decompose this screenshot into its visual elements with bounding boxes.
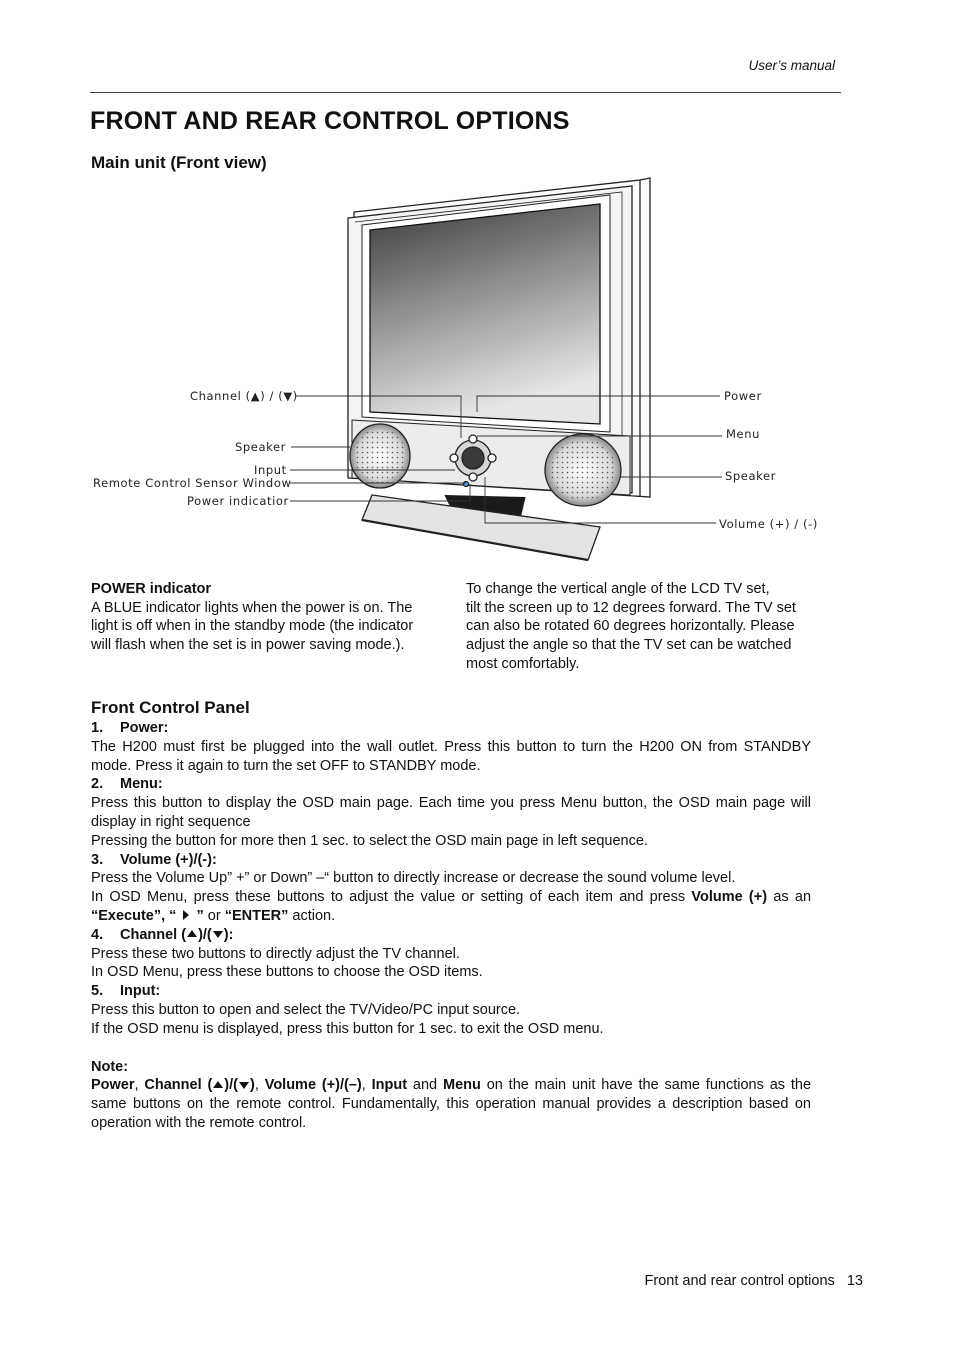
power-indicator-text: A BLUE indicator lights when the power is on. The light is off when in the standby mode (the indicator will flash when the set is in power saving mode.). (91, 599, 414, 654)
item-menu-label: 2. Menu: (91, 776, 163, 793)
callout-remote-sensor: Remote Control Sensor Window (93, 476, 292, 490)
power-indicator-section (91, 580, 436, 655)
item-channel-text-2: In OSD Menu, press these buttons to choose the OSD items. (91, 964, 483, 981)
page-footer (645, 1273, 863, 1289)
angle-note-line1: To change the vertical angle of the LCD TV set, (466, 581, 770, 597)
note-heading: Note: (91, 1058, 129, 1075)
callout-power-indicator: Power indicatior (187, 494, 289, 508)
up-arrow-icon (213, 1081, 223, 1088)
section-subtitle: Main unit (Front view) (91, 153, 267, 172)
item-menu-text-2: Pressing the button for more then 1 sec. to select the OSD main page in left sequence. (91, 832, 648, 849)
item-input-text-1: Press this button to open and select the TV/Video/PC input source. (91, 1001, 521, 1018)
item-power-label: 1. Power: (91, 720, 169, 736)
front-control-panel-heading: Front Control Panel (91, 698, 250, 717)
angle-note-section (466, 580, 818, 674)
down-arrow-icon (239, 1082, 249, 1089)
page-title: FRONT AND REAR CONTROL OPTIONS (90, 107, 570, 135)
item-channel-label: 4. Channel ( )/( ): (91, 926, 234, 943)
power-indicator-heading: POWER indicator (91, 581, 212, 597)
callout-power: Power (724, 389, 762, 403)
callout-speaker-right: Speaker (725, 469, 776, 483)
item-input-text-2: If the OSD menu is displayed, press this button for 1 sec. to exit the OSD menu. (91, 1020, 604, 1037)
item-menu-text-1: Press this button to display the OSD main page. Each time you press Menu button, the OSD main page will display in right sequence (91, 795, 811, 830)
item-volume-text-1: Press the Volume Up” +” or Down” –“ button to directly increase or decrease the sound volume level. (91, 870, 736, 887)
right-arrow-icon (183, 910, 189, 920)
up-arrow-icon (187, 930, 197, 937)
footer-section-title: Front and rear control options (644, 1273, 835, 1289)
callout-input: Input (254, 463, 287, 477)
page-number: 13 (846, 1273, 863, 1289)
tv-front-view-illustration (0, 0, 954, 600)
front-control-panel (91, 697, 811, 1133)
callout-speaker-left: Speaker (235, 440, 286, 454)
note-text: Power, Channel ( )/( ), Volume (+)/(–), Input and Menu on the main unit have the same functions as the same buttons on the remote control. Fundamentally, this operation manual provides a description based on operation with the remote control. (91, 1077, 812, 1131)
callout-channel: Channel (▲) / (▼) (190, 389, 298, 403)
item-volume-label: 3. Volume (+)/(-): (91, 851, 217, 868)
down-arrow-icon (213, 931, 223, 938)
item-channel-text-1: Press these two buttons to directly adjust the TV channel. (91, 945, 460, 962)
callout-menu: Menu (726, 427, 760, 441)
item-volume-text-2: In OSD Menu, press these buttons to adjust the value or setting of each item and press Volume (+) as an “Execute”, “ ” or “ENTER” action. (91, 889, 812, 924)
angle-note-line2: tilt the screen up to 12 degrees forward. The TV set can also be rotated 60 degrees horizontally. Please adjust the angle so that the TV set can be watched most comfortably. (466, 599, 796, 672)
tv-body (348, 178, 650, 560)
item-power-text: The H200 must first be plugged into the wall outlet. Press this button to turn the H200 ON from STANDBY mode. Press it again to turn the set OFF to STANDBY mode. (91, 738, 811, 774)
item-input-label: 5. Input: (91, 983, 161, 1000)
running-header: User’s manual (748, 58, 835, 73)
callout-volume: Volume (+) / (-) (719, 517, 818, 531)
